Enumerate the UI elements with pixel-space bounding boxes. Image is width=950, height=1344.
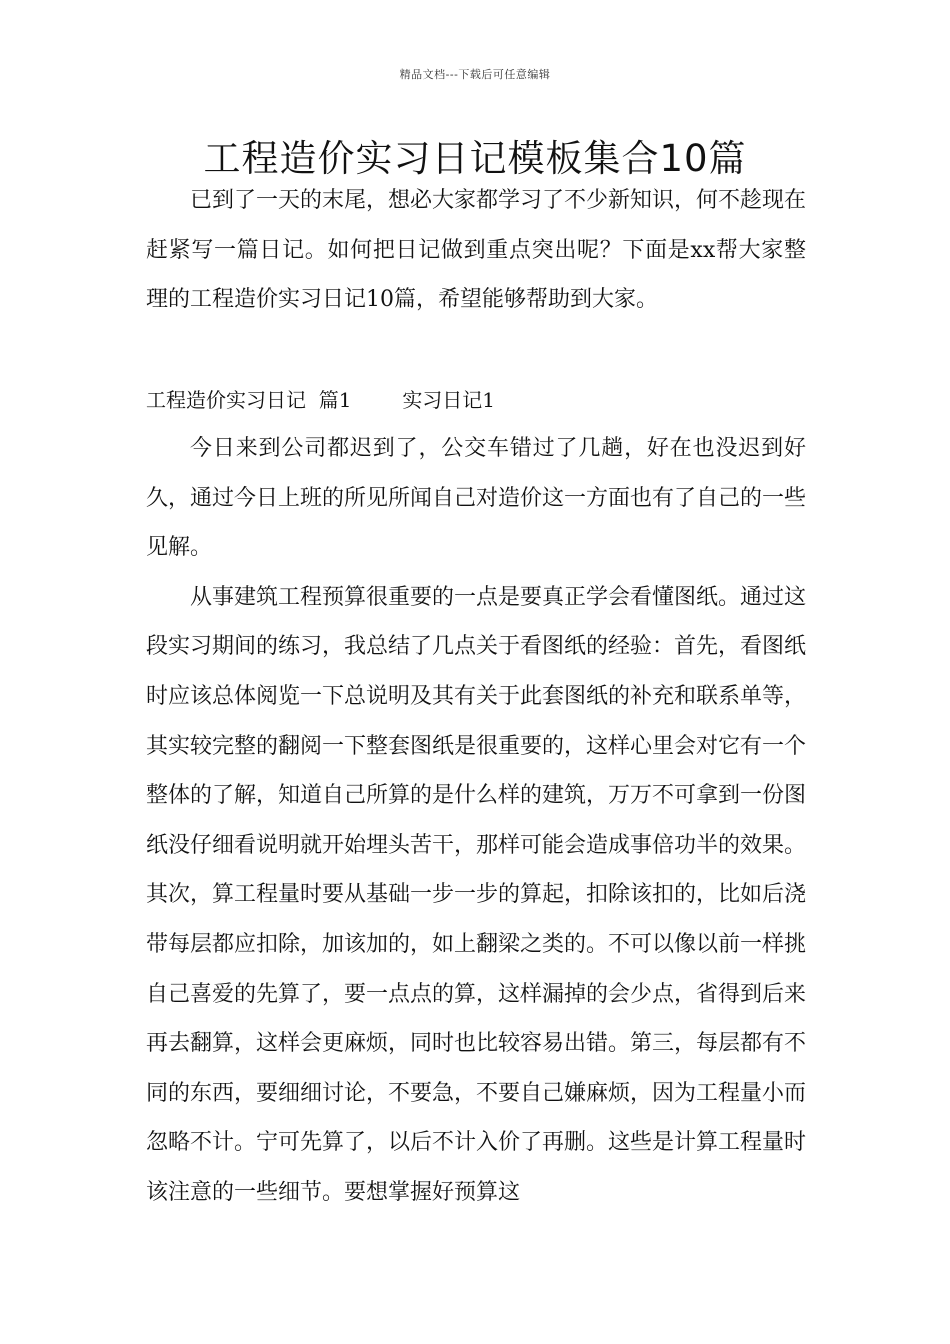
main-text-block	[146, 424, 806, 1218]
section-subheading: 实习日记1	[402, 388, 496, 412]
intro-paragraph: 已到了一天的末尾，想必大家都学习了不少新知识，何不趁现在赶紧写一篇日记。如何把日记做到重点突出呢？下面是xx帮大家整理的工程造价实习日记10篇，希望能够帮助到大家。	[146, 188, 807, 313]
body-paragraph: 今日来到公司都迟到了，公交车错过了几趟，好在也没迟到好久，通过今日上班的所见所闻自己对造价这一方面也有了自己的一些见解。	[146, 436, 807, 561]
section-heading-row	[146, 380, 806, 420]
document-title: 工程造价实习日记模板集合10篇	[203, 137, 747, 180]
section-heading: 工程造价实习日记 篇1	[146, 388, 352, 412]
intro-block	[146, 176, 806, 325]
body-paragraph: 从事建筑工程预算很重要的一点是要真正学会看懂图纸。通过这段实习期间的练习，我总结了几点关于看图纸的经验：首先，看图纸时应该总体阅览一下总说明及其有关于此套图纸的补充和联系单等，其实较完整的翻阅一下整套图纸是很重要的，这样心里会对它有一个整体的了解，知道自己所算的是什么样的建筑，万万不可拿到一份图纸没仔细看说明就开始埋头苦干，那样可能会造成事倍功半的效果。其次，算工程量时要从基础一步一步的算起，扣除该扣的，比如后浇带每层都应扣除，加该加的，如上翻梁之类的。不可以像以前一样挑自己喜爱的先算了，要一点点的算，这样漏掉的会少点，省得到后来再去翻算，这样会更麻烦，同时也比较容易出错。第三，每层都有不同的东西，要细细讨论，不要急，不要自己嫌麻烦，因为工程量小而忽略不计。宁可先算了，以后不计入价了再删。这些是计算工程量时该注意的一些细节。要想掌握好预算这	[146, 584, 807, 1205]
header-note: 精品文档---下载后可任意编辑	[399, 68, 551, 81]
